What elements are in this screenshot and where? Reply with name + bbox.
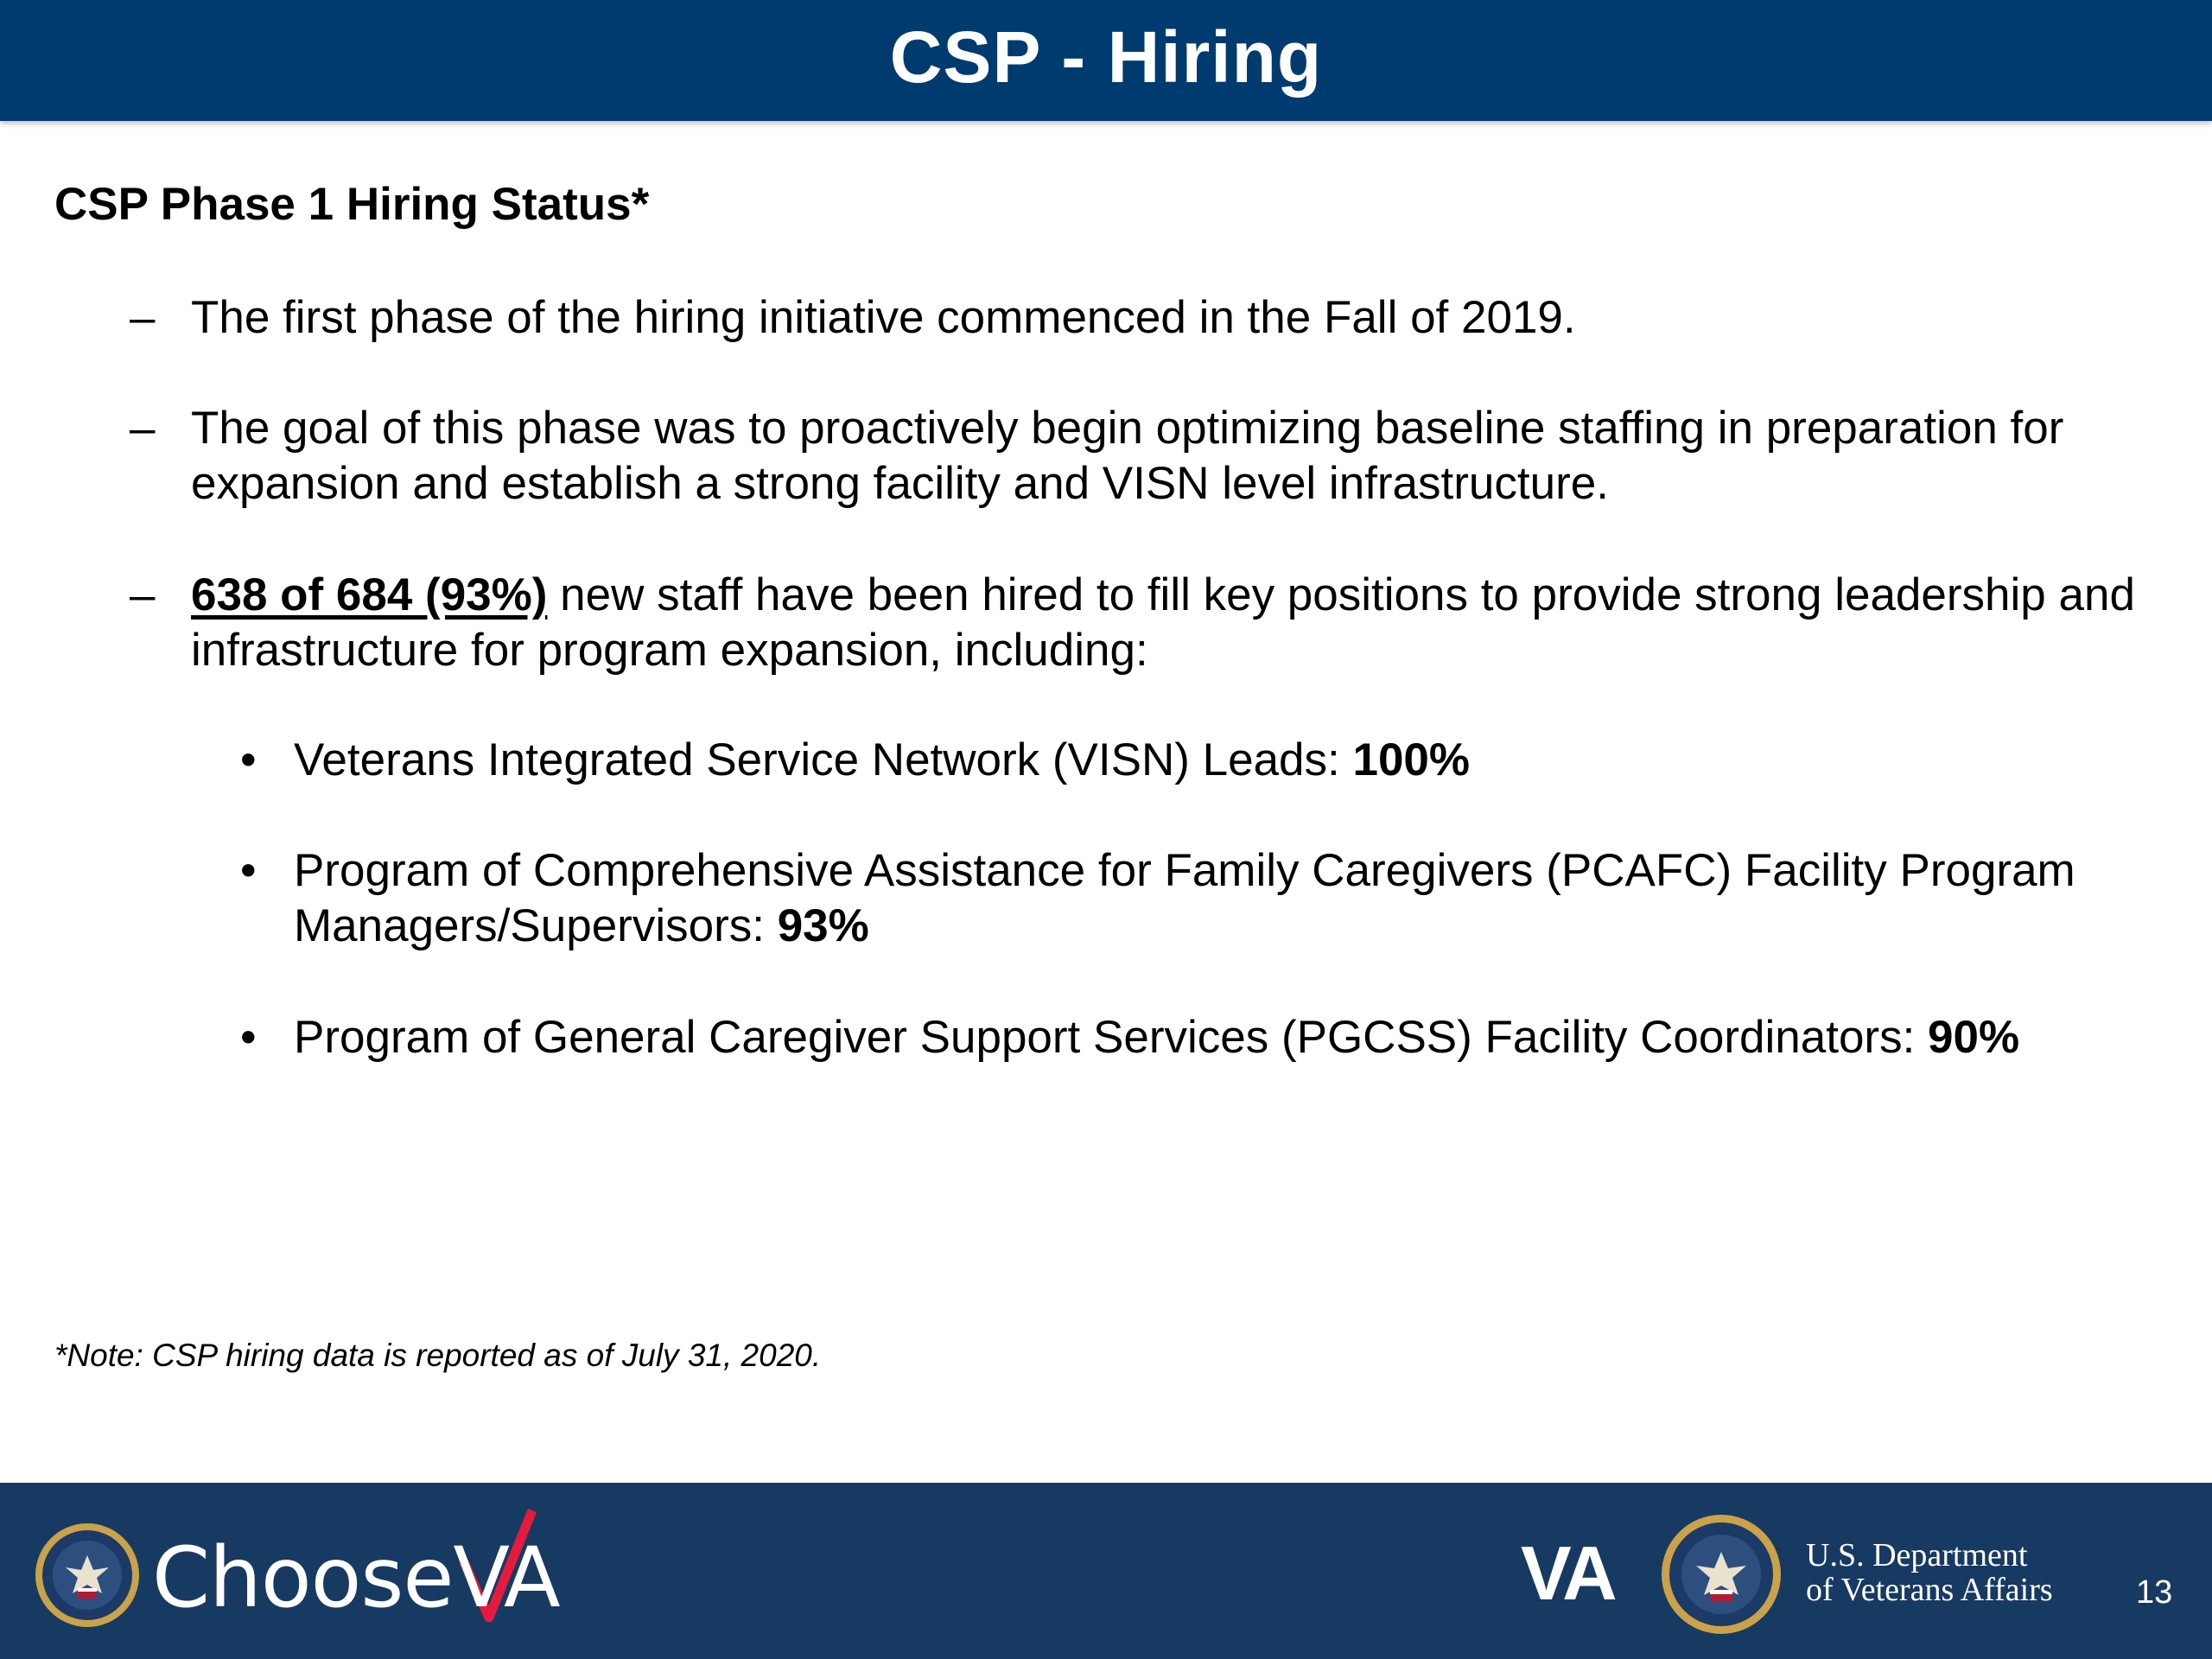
section-subtitle: CSP Phase 1 Hiring Status* (54, 179, 650, 230)
dash-marker: – (130, 569, 156, 620)
dash-item-1 (130, 290, 2157, 346)
header-bar (0, 0, 2212, 121)
bullet-value: 93% (777, 900, 869, 951)
bullet-marker: • (240, 734, 257, 785)
hired-count-highlight: 638 of 684 (93%) (191, 569, 548, 620)
choose-word: Choose (152, 1529, 454, 1626)
department-name: U.S. Department of Veterans Affairs (1806, 1537, 2053, 1608)
dash-text: The first phase of the hiring initiative commenced in the Fall of 2019. (191, 292, 1576, 343)
bullet-marker: • (240, 1012, 257, 1063)
bullet-text (294, 843, 2141, 954)
page-title: CSP - Hiring (889, 16, 1323, 98)
bullet-text (294, 1010, 2141, 1065)
dash-text: The goal of this phase was to proactively begin optimizing baseline staffing in preparation for expansion and establish a strong facility and VISN level infrastructure. (191, 403, 2064, 509)
bullet-label: Veterans Integrated Service Network (VISN) Leads: (294, 734, 1353, 785)
dash-item-2 (130, 401, 2157, 512)
dash-item-3 (130, 568, 2157, 678)
bullet-label: Program of Comprehensive Assistance for Family Caregivers (PCAFC) Facility Program Managers/Supervisors: (294, 845, 2075, 951)
bullet-value: 100% (1352, 734, 1471, 785)
footnote: *Note: CSP hiring data is reported as of July 31, 2020. (54, 1338, 822, 1373)
dash-text-rest: new staff have been hired to fill key positions to provide strong leadership and infrastructure for program expansion, including: (191, 569, 2135, 676)
va-seal-icon (1661, 1514, 1782, 1635)
dash-text (191, 568, 2157, 678)
bullet-marker: • (240, 845, 257, 896)
bullet-item-3 (240, 1010, 2141, 1065)
page-number: 13 (2136, 1574, 2173, 1611)
dash-marker: – (130, 292, 156, 343)
dash-marker: – (130, 403, 156, 454)
bullet-item-2 (240, 843, 2141, 954)
bullet-text (294, 733, 2141, 788)
bullet-label: Program of General Caregiver Support Services (PGCSS) Facility Coordinators: (294, 1012, 1929, 1063)
bullet-item-1 (240, 733, 2141, 788)
bullet-value: 90% (1928, 1012, 2020, 1063)
choose-va-word: VA (453, 1529, 559, 1626)
va-logo: VA (1521, 1530, 1614, 1616)
va-seal-icon (35, 1522, 140, 1628)
choose-va-logo (152, 1529, 560, 1626)
